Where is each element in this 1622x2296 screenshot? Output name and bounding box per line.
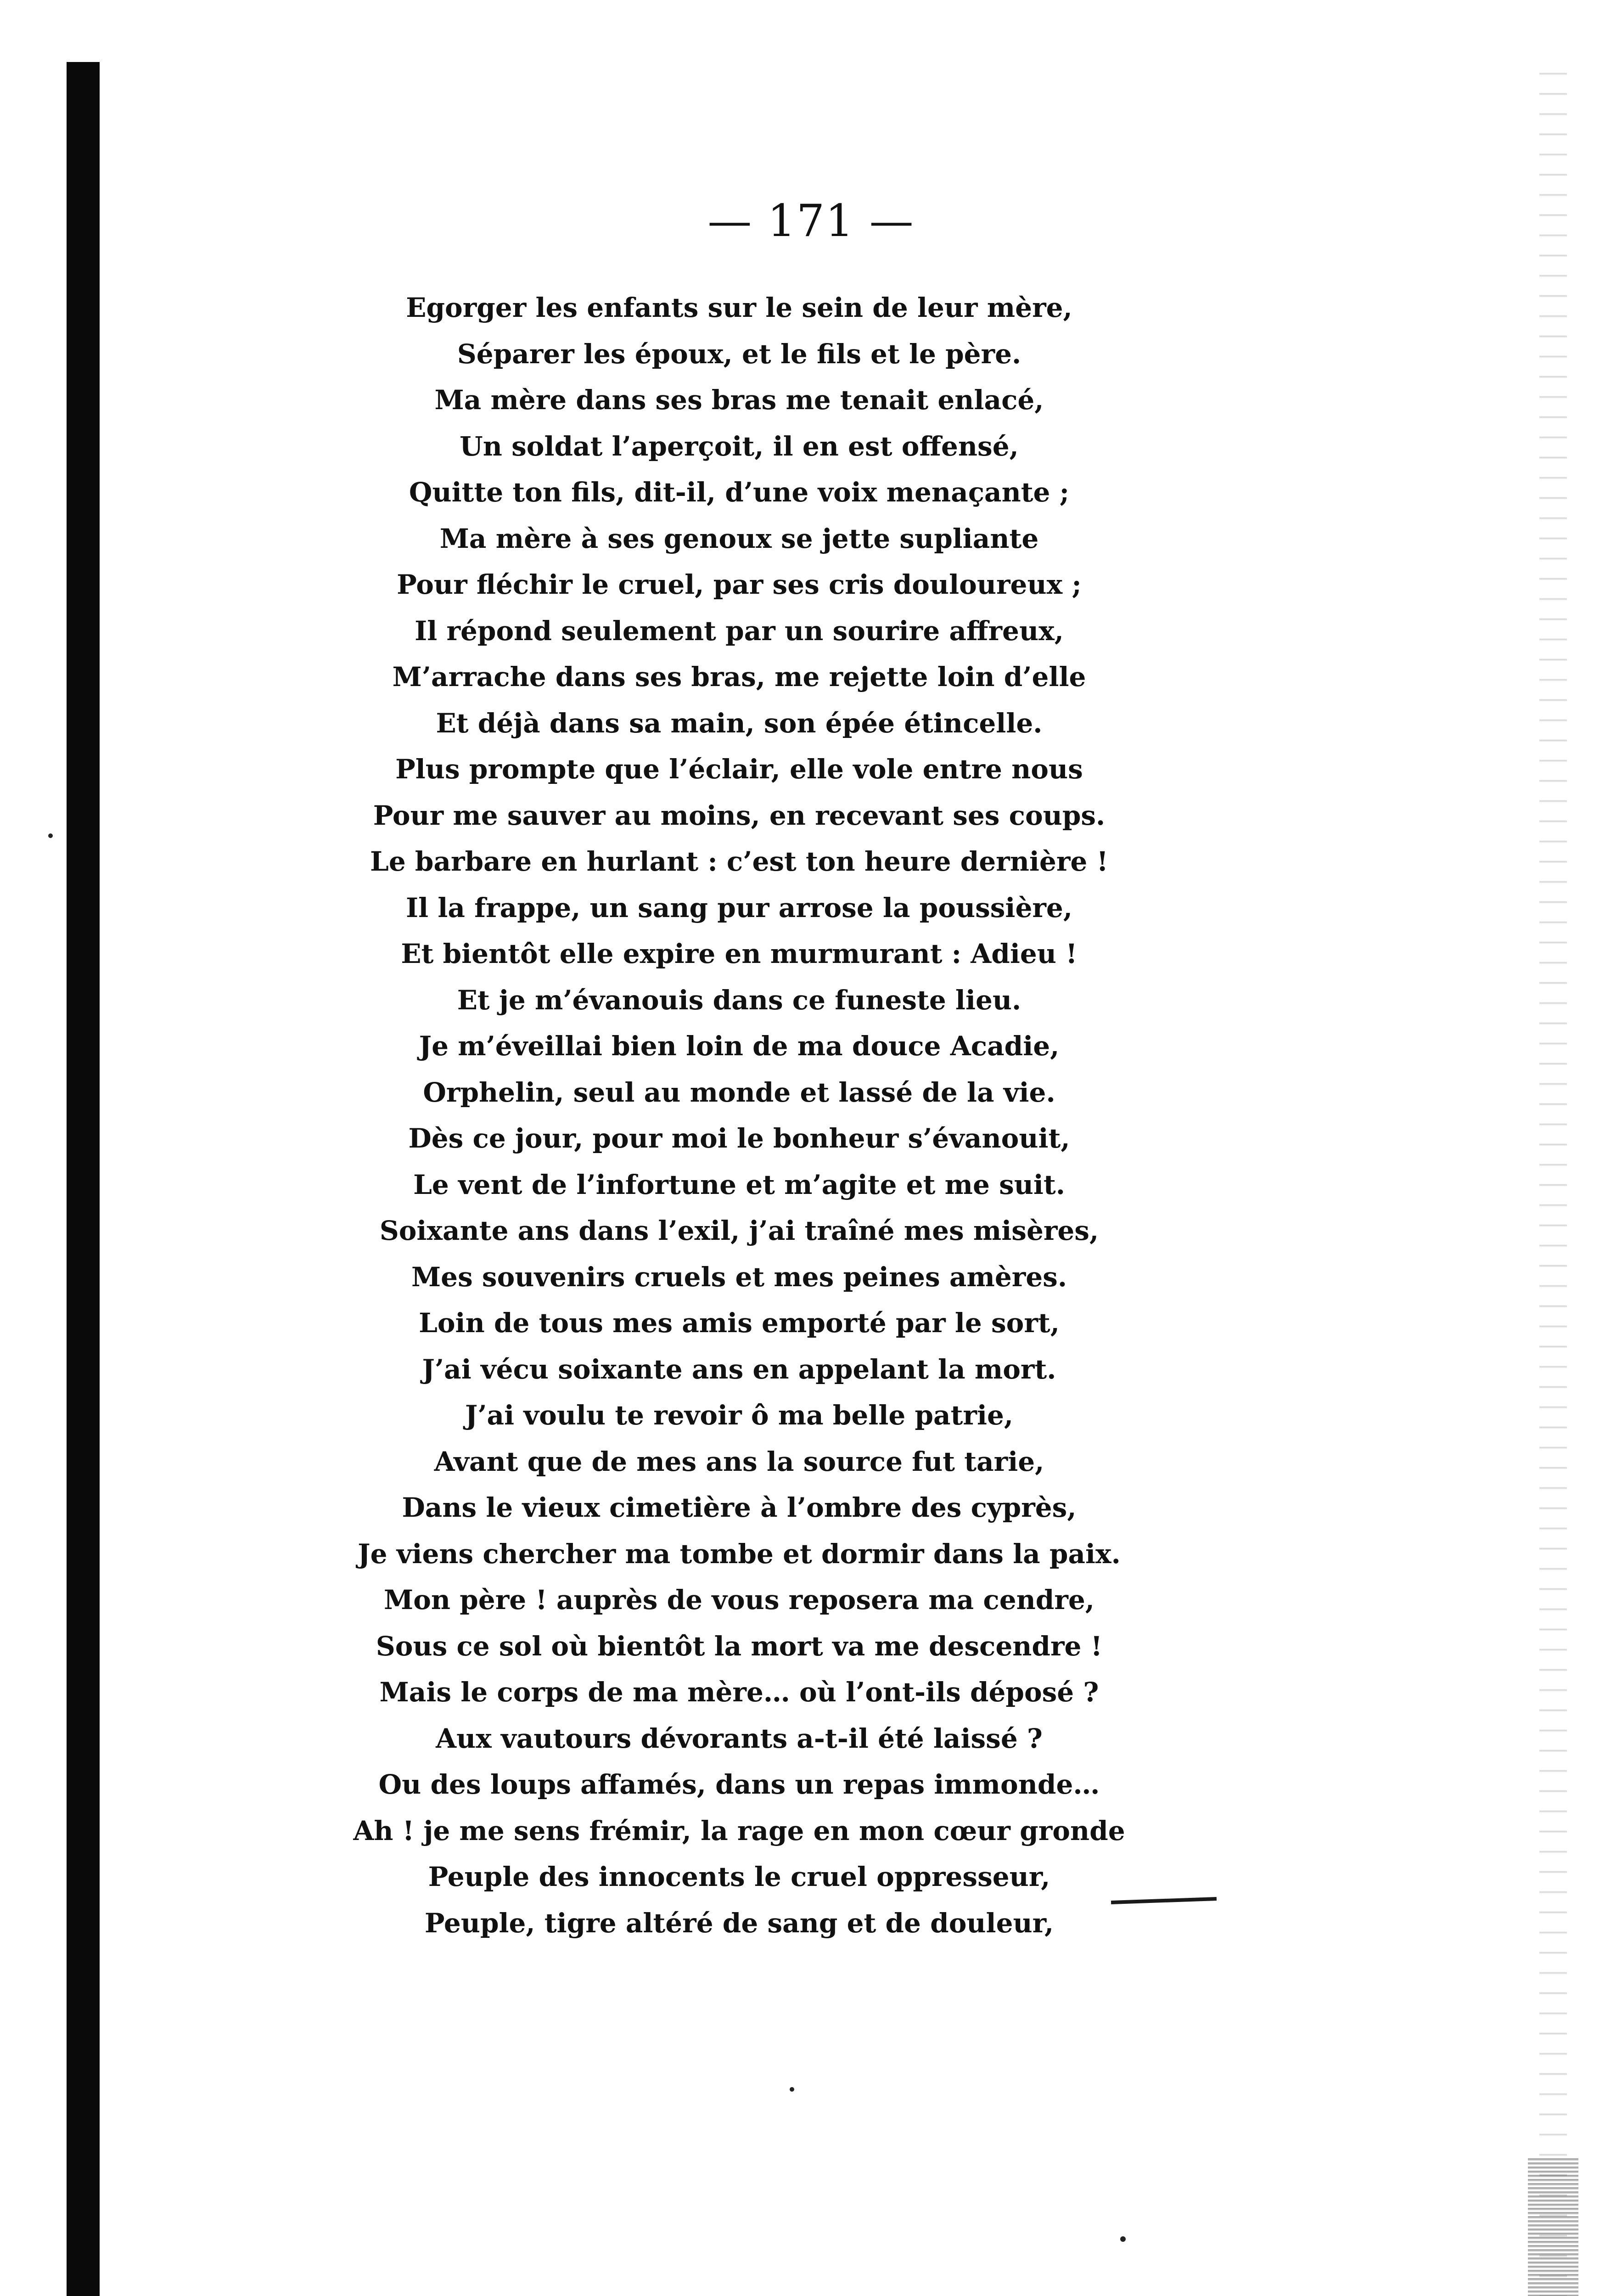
ink-speck [790, 2087, 794, 2092]
poem-line: Un soldat l’aperçoit, il en est offensé, [460, 430, 1019, 462]
poem-line: Je viens chercher ma tombe et dormir dans la paix. [358, 1538, 1121, 1570]
poem-line: Loin de tous mes amis emporté par le sort, [419, 1307, 1060, 1339]
poem-line: Pour fléchir le cruel, par ses cris douloureux ; [397, 569, 1082, 600]
poem-line: Le barbare en hurlant : c’est ton heure dernière ! [370, 846, 1108, 877]
poem-line: Plus prompte que l’éclair, elle vole entre nous [395, 754, 1083, 785]
ink-speck [48, 833, 53, 838]
poem-line: Pour me sauver au moins, en recevant ses coups. [373, 799, 1106, 831]
page-number: — 171 — [707, 195, 915, 247]
poem-line: Ma mère à ses genoux se jette supliante [439, 523, 1039, 554]
poem-line: Quitte ton fils, dit-il, d’une voix menaçante ; [409, 477, 1070, 508]
poem-line: Ah ! je me sens frémir, la rage en mon cœur gronde [353, 1815, 1125, 1846]
poem-line: Il la frappe, un sang pur arrose la poussière, [405, 892, 1073, 923]
poem-line: Et je m’évanouis dans ce funeste lieu. [457, 984, 1021, 1016]
poem-line: Et bientôt elle expire en murmurant : Adieu ! [401, 938, 1078, 969]
page-binding-shadow [67, 62, 100, 2296]
poem-line: Le vent de l’infortune et m’agite et me suit. [413, 1169, 1065, 1200]
poem-line: Mon père ! auprès de vous reposera ma cendre, [384, 1584, 1094, 1615]
poem-line: Avant que de mes ans la source fut tarie, [434, 1446, 1044, 1477]
poem-line: Dès ce jour, pour moi le bonheur s’évanouit, [408, 1123, 1070, 1154]
poem-line: M’arrache dans ses bras, me rejette loin d’elle [392, 661, 1086, 692]
poem-line: Peuple, tigre altéré de sang et de douleur, [424, 1907, 1054, 1939]
poem-line: Ou des loups affamés, dans un repas immonde… [378, 1769, 1100, 1800]
poem-line: J’ai voulu te revoir ô ma belle patrie, [465, 1400, 1014, 1431]
ink-speck [1120, 2236, 1126, 2242]
poem-line: Mes souvenirs cruels et mes peines amères. [411, 1261, 1067, 1293]
poem-line: Dans le vieux cimetière à l’ombre des cyprès, [402, 1492, 1077, 1523]
poem-line: Peuple des innocents le cruel oppresseur, [428, 1861, 1050, 1892]
poem-text [257, 285, 1221, 1946]
poem-line: Sous ce sol où bientôt la mort va me descendre ! [376, 1630, 1103, 1662]
poem-line: Et déjà dans sa main, son épée étincelle. [436, 707, 1043, 739]
poem-line: Il répond seulement par un sourire affreux, [415, 615, 1064, 647]
poem-line: Soixante ans dans l’exil, j’ai traîné mes misères, [379, 1215, 1099, 1246]
poem-line: Orphelin, seul au monde et lassé de la vie. [423, 1076, 1055, 1108]
page-edge-texture-bottom [1528, 2158, 1578, 2296]
page-edge-texture [1539, 55, 1567, 2296]
poem-line: Je m’éveillai bien loin de ma douce Acadie, [419, 1030, 1060, 1062]
poem-line: J’ai vécu soixante ans en appelant la mort. [422, 1353, 1056, 1385]
poem-line: Mais le corps de ma mère… où l’ont-ils déposé ? [379, 1677, 1099, 1708]
poem-line: Ma mère dans ses bras me tenait enlacé, [434, 384, 1044, 416]
poem-line: Egorger les enfants sur le sein de leur mère, [406, 292, 1072, 323]
poem-line: Aux vautours dévorants a-t-il été laissé ? [436, 1722, 1043, 1754]
poem-line: Séparer les époux, et le fils et le père. [457, 338, 1021, 370]
